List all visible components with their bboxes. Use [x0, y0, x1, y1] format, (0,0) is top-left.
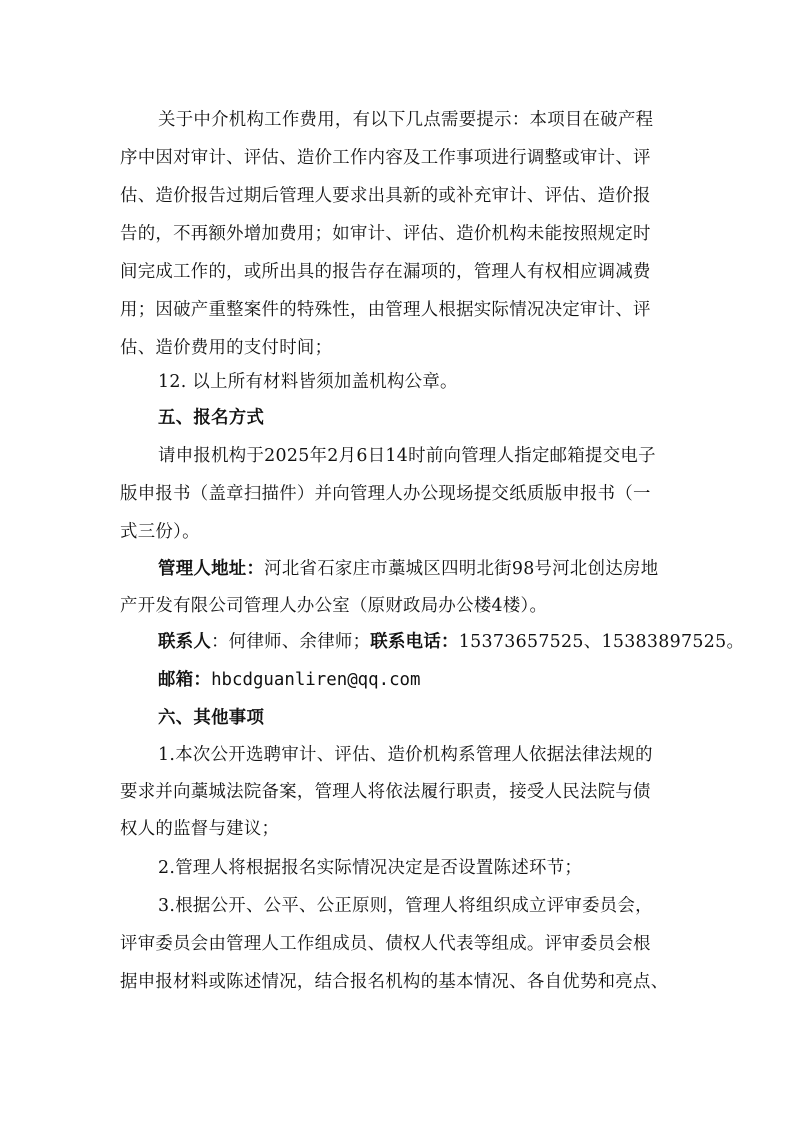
- section-5-heading: 五、报名方式: [158, 408, 265, 428]
- fee-paragraph-line-6: 用；因破产重整案件的特殊性，由管理人根据实际情况决定审计、评: [120, 300, 651, 320]
- fee-paragraph-line-3: 估、造价报告过期后管理人要求出具新的或补充审计、评估、造价报: [120, 186, 651, 206]
- address-line-2: 产开发有限公司管理人办公室（原财政局办公楼4楼）。: [120, 596, 548, 616]
- fee-paragraph-line-5: 间完成工作的，或所出具的报告存在漏项的，管理人有权相应调减费: [120, 262, 651, 282]
- submission-line-3: 式三份）。: [120, 522, 200, 542]
- email-line: [158, 668, 718, 692]
- email-value: hbcdguanliren@qq.com: [211, 670, 421, 690]
- address-line-1: [158, 557, 718, 581]
- other-item-1-line-1: 1.本次公开选聘审计、评估、造价机构系管理人依据法律法规的: [158, 745, 653, 765]
- contact-line: [158, 630, 745, 654]
- address-label: 管理人地址：: [158, 559, 265, 579]
- other-item-3-line-2: 评审委员会由管理人工作组成员、债权人代表等组成。评审委员会根: [120, 934, 651, 954]
- submission-line-1: 请申报机构于2025年2月6日14时前向管理人指定邮箱提交电子: [158, 446, 656, 466]
- contact-label: 联系人: [158, 632, 212, 652]
- other-item-3-line-1: 3.根据公开、公平、公正原则，管理人将组织成立评审委员会，: [158, 896, 653, 916]
- section-6-heading: 六、其他事项: [158, 708, 265, 728]
- submission-line-2: 版申报书（盖章扫描件）并向管理人办公现场提交纸质版申报书（一: [120, 484, 651, 504]
- address-value: 河北省石家庄市藁城区四明北街98号河北创达房地: [264, 559, 659, 579]
- fee-paragraph-line-1: 关于中介机构工作费用，有以下几点需要提示：本项目在破产程: [158, 110, 654, 130]
- fee-paragraph-line-4: 告的，不再额外增加费用；如审计、评估、造价机构未能按照规定时: [120, 224, 651, 244]
- fee-paragraph-line-7: 估、造价费用的支付时间；: [120, 338, 333, 358]
- other-item-2: 2.管理人将根据报名实际情况决定是否设置陈述环节；: [158, 858, 583, 878]
- contact-value: ：何律师、余律师；: [211, 632, 371, 652]
- phone-label: 联系电话：: [370, 632, 459, 652]
- other-item-3-line-3: 据申报材料或陈述情况，结合报名机构的基本情况、各自优势和亮点、: [120, 972, 669, 992]
- email-label: 邮箱：: [158, 670, 212, 690]
- phone-value: 15373657525、15383897525。: [458, 632, 745, 652]
- other-item-1-line-3: 权人的监督与建议；: [120, 819, 280, 839]
- fee-paragraph-line-2: 序中因对审计、评估、造价工作内容及工作事项进行调整或审计、评: [120, 148, 651, 168]
- other-item-1-line-2: 要求并向藁城法院备案，管理人将依法履行职责，接受人民法院与债: [120, 782, 651, 802]
- item-12: 12. 以上所有材料皆须加盖机构公章。: [158, 372, 458, 392]
